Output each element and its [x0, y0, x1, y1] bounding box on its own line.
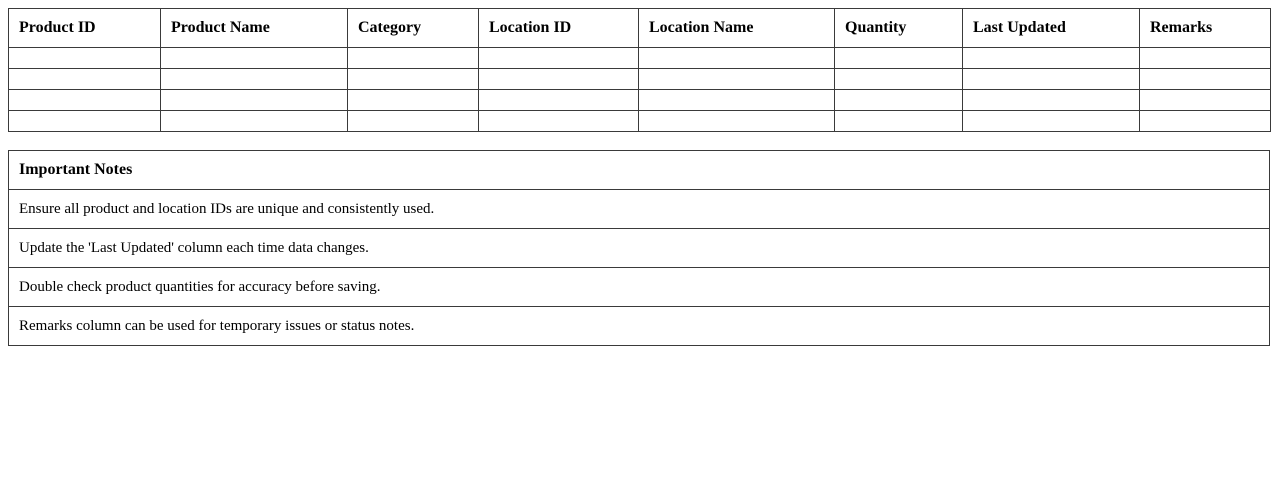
- list-item: [9, 307, 1270, 346]
- table-row: [9, 69, 1271, 90]
- table-cell[interactable]: [479, 90, 639, 111]
- column-header-location-name: Location Name: [639, 9, 835, 48]
- column-header-quantity: Quantity: [835, 9, 963, 48]
- note-text: Ensure all product and location IDs are unique and consistently used.: [9, 190, 1270, 229]
- table-cell[interactable]: [1140, 90, 1271, 111]
- table-cell[interactable]: [963, 90, 1140, 111]
- table-cell[interactable]: [479, 111, 639, 132]
- list-item: [9, 268, 1270, 307]
- table-cell[interactable]: [835, 48, 963, 69]
- table-row: [9, 90, 1271, 111]
- table-cell[interactable]: [9, 69, 161, 90]
- table-cell[interactable]: [161, 90, 348, 111]
- note-text: Update the 'Last Updated' column each time data changes.: [9, 229, 1270, 268]
- notes-header-row: [9, 151, 1270, 190]
- table-cell[interactable]: [348, 48, 479, 69]
- table-cell[interactable]: [1140, 69, 1271, 90]
- table-cell[interactable]: [479, 69, 639, 90]
- table-cell[interactable]: [835, 111, 963, 132]
- table-cell[interactable]: [639, 111, 835, 132]
- table-row: [9, 48, 1271, 69]
- table-cell[interactable]: [348, 111, 479, 132]
- table-cell[interactable]: [835, 69, 963, 90]
- table-cell[interactable]: [348, 69, 479, 90]
- table-cell[interactable]: [963, 111, 1140, 132]
- table-cell[interactable]: [639, 48, 835, 69]
- list-item: [9, 190, 1270, 229]
- list-item: [9, 229, 1270, 268]
- table-cell[interactable]: [963, 69, 1140, 90]
- column-header-last-updated: Last Updated: [963, 9, 1140, 48]
- note-text: Remarks column can be used for temporary issues or status notes.: [9, 307, 1270, 346]
- table-cell[interactable]: [161, 111, 348, 132]
- table-cell[interactable]: [9, 90, 161, 111]
- inventory-table: [8, 8, 1271, 132]
- table-cell[interactable]: [479, 48, 639, 69]
- table-cell[interactable]: [639, 90, 835, 111]
- table-cell[interactable]: [9, 48, 161, 69]
- notes-table: [8, 150, 1270, 346]
- note-text: Double check product quantities for accuracy before saving.: [9, 268, 1270, 307]
- table-cell[interactable]: [161, 48, 348, 69]
- column-header-location-id: Location ID: [479, 9, 639, 48]
- table-cell[interactable]: [1140, 111, 1271, 132]
- table-cell[interactable]: [9, 111, 161, 132]
- table-row: [9, 111, 1271, 132]
- column-header-category: Category: [348, 9, 479, 48]
- notes-title: Important Notes: [9, 151, 1270, 190]
- table-header-row: [9, 9, 1271, 48]
- table-cell[interactable]: [835, 90, 963, 111]
- table-cell[interactable]: [161, 69, 348, 90]
- table-cell[interactable]: [639, 69, 835, 90]
- column-header-product-id: Product ID: [9, 9, 161, 48]
- column-header-remarks: Remarks: [1140, 9, 1271, 48]
- table-cell[interactable]: [1140, 48, 1271, 69]
- table-cell[interactable]: [963, 48, 1140, 69]
- table-cell[interactable]: [348, 90, 479, 111]
- column-header-product-name: Product Name: [161, 9, 348, 48]
